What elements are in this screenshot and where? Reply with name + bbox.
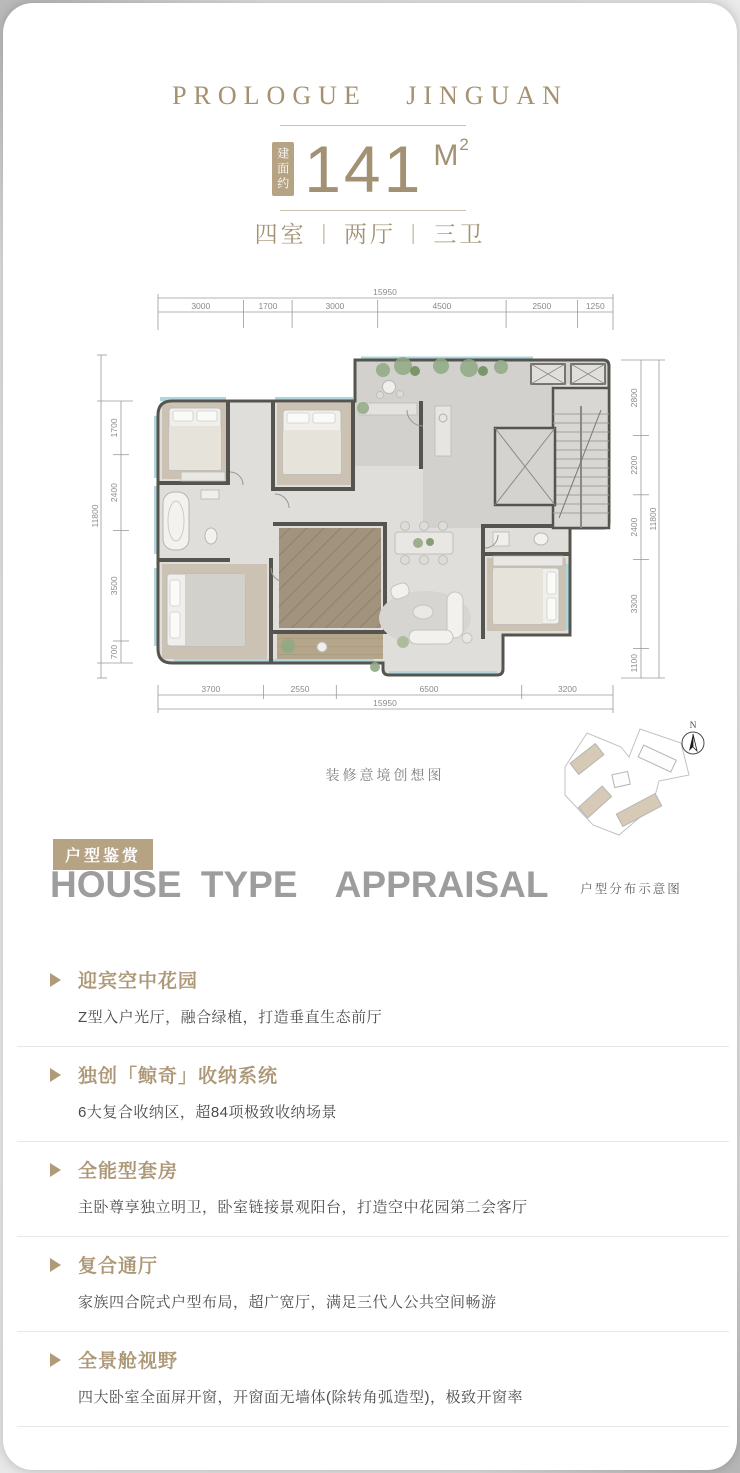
svg-text:3200: 3200 <box>557 684 577 694</box>
svg-text:1700: 1700 <box>109 418 119 438</box>
svg-text:1250: 1250 <box>585 301 605 311</box>
layout-halls: 两厅 <box>344 221 396 247</box>
feature-description: 四大卧室全面屏开窗，开窗面无墙体(除转角弧造型)，极致开窗率 <box>78 1389 523 1406</box>
feature-item <box>17 1047 729 1142</box>
north-compass-icon <box>682 721 704 754</box>
elevator-shaft <box>495 428 555 505</box>
divider-top <box>280 125 466 126</box>
feature-title: 全景舱视野 <box>78 1351 179 1372</box>
area-row <box>3 131 737 206</box>
svg-text:3300: 3300 <box>629 594 639 614</box>
layout-separator: | <box>411 220 419 244</box>
feature-item <box>17 1237 729 1332</box>
svg-text:15950: 15950 <box>373 287 397 297</box>
feature-list <box>3 952 740 1427</box>
feature-description: 6大复合收纳区，超84项极致收纳场景 <box>78 1104 338 1121</box>
site-building <box>612 771 630 787</box>
feature-arrow-icon <box>50 1258 61 1272</box>
feature-title: 独创「鲸奇」收纳系统 <box>78 1066 279 1087</box>
area-unit-sup: 2 <box>459 135 469 154</box>
svg-text:1100: 1100 <box>629 654 639 673</box>
feature-arrow-icon <box>50 1353 61 1367</box>
svg-text:2500: 2500 <box>532 301 552 311</box>
area-value: 141 <box>304 131 424 206</box>
floorplan-drawing <box>73 286 673 756</box>
svg-text:4500: 4500 <box>432 301 452 311</box>
svg-text:2800: 2800 <box>629 388 639 408</box>
svg-text:1700: 1700 <box>258 301 278 311</box>
feature-description: 主卧尊享独立明卫，卧室链接景观阳台，打造空中花园第二会客厅 <box>78 1199 528 1216</box>
floorplan-caption: 装修意境创想图 <box>325 767 445 783</box>
svg-text:11800: 11800 <box>90 504 100 528</box>
brand-title: PROLOGUE JINGUAN <box>172 81 568 110</box>
bed-bedroom2 <box>283 410 341 474</box>
feature-item <box>17 1332 729 1427</box>
section-title: HOUSE TYPE APPRAISAL <box>50 864 549 905</box>
bed-master <box>167 574 245 646</box>
feature-arrow-icon <box>50 973 61 987</box>
feature-arrow-icon <box>50 1068 61 1082</box>
bed-bedroom3 <box>493 568 559 624</box>
staircase <box>553 388 609 528</box>
site-map-caption: 户型分布示意图 <box>580 882 682 896</box>
svg-text:2400: 2400 <box>109 483 119 503</box>
site-map <box>541 715 721 875</box>
feature-description: Z型入户光厅，融合绿植，打造垂直生态前厅 <box>78 1009 383 1026</box>
area-unit <box>433 135 469 173</box>
dining-table <box>395 522 453 565</box>
svg-text:11800: 11800 <box>648 507 658 531</box>
svg-text:N: N <box>689 721 697 731</box>
divider-mid <box>280 210 466 211</box>
feature-arrow-icon <box>50 1163 61 1177</box>
layout-rooms: 四室 <box>254 221 307 247</box>
svg-text:2400: 2400 <box>629 517 639 537</box>
svg-text:3000: 3000 <box>325 301 345 311</box>
svg-text:3000: 3000 <box>191 301 211 311</box>
feature-title: 迎宾空中花园 <box>78 971 199 992</box>
svg-text:2550: 2550 <box>290 684 310 694</box>
svg-text:3500: 3500 <box>109 576 119 596</box>
layout-row <box>3 216 737 249</box>
svg-text:6500: 6500 <box>419 684 439 694</box>
area-badge: 建面约 <box>272 142 294 196</box>
poster-card <box>3 3 737 1470</box>
bed-bedroom1 <box>169 408 221 470</box>
floorplan-body <box>154 357 609 676</box>
svg-text:15950: 15950 <box>373 698 397 708</box>
wardrobe-bedroom3 <box>493 556 563 566</box>
section-badge: 户型鉴赏 <box>53 839 153 870</box>
cloakroom-herringbone-floor <box>279 528 381 628</box>
feature-title: 复合通厅 <box>78 1256 159 1277</box>
layout-baths: 三卫 <box>433 221 486 247</box>
feature-item <box>17 1142 729 1237</box>
feature-description: 家族四合院式户型布局，超广宽厅，满足三代人公共空间畅游 <box>78 1294 497 1311</box>
svg-text:3700: 3700 <box>201 684 221 694</box>
wardrobe-bedroom1 <box>181 472 225 481</box>
svg-text:700: 700 <box>109 644 119 660</box>
layout-separator: | <box>321 220 329 244</box>
svg-text:2200: 2200 <box>629 455 639 475</box>
area-unit-m: M <box>433 139 459 172</box>
feature-item <box>17 952 729 1047</box>
feature-title: 全能型套房 <box>78 1161 179 1182</box>
